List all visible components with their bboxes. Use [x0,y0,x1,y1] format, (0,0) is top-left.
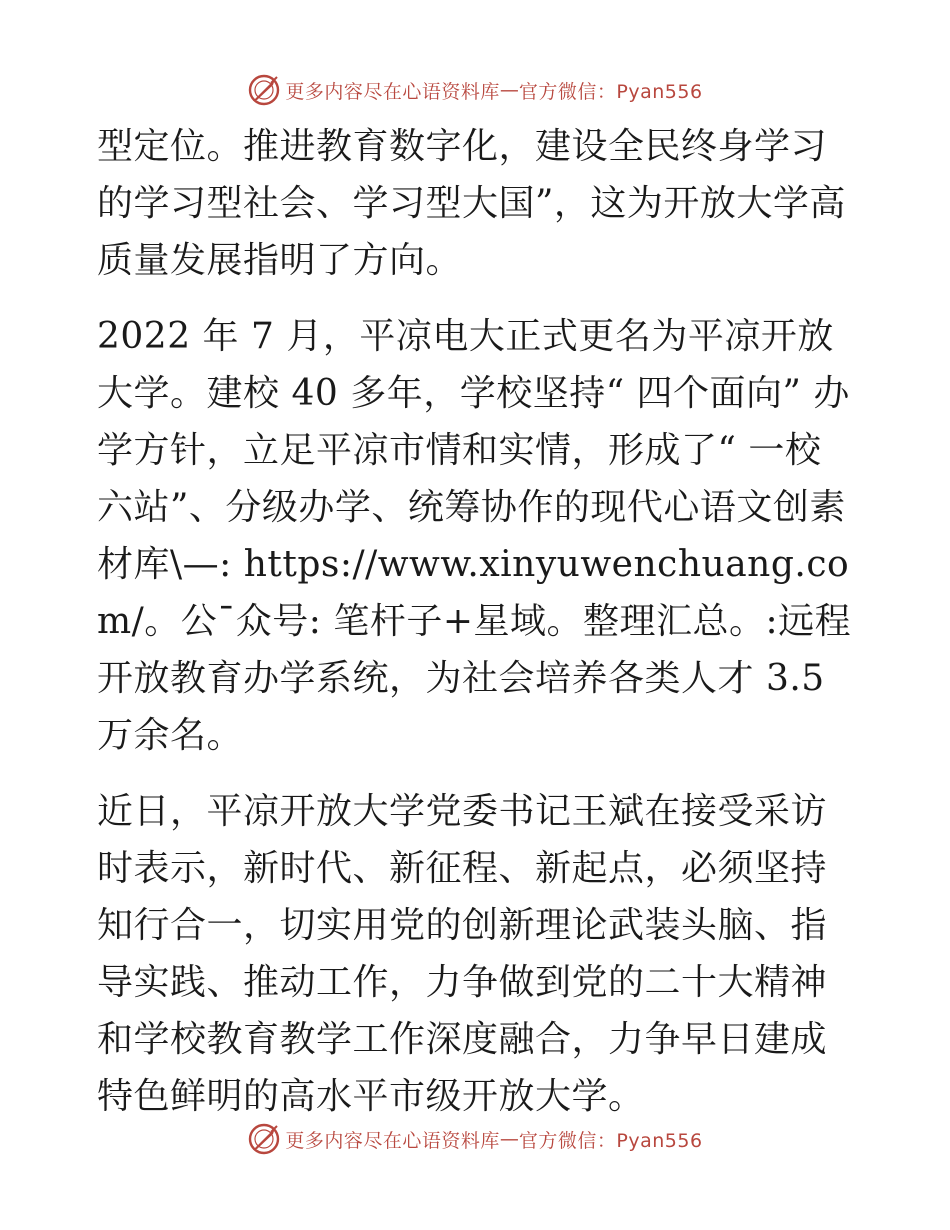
quill-pen-logo-icon [247,1122,281,1156]
footer-promo-text: 更多内容尽在心语资料库 [285,1129,500,1152]
header-promo-text: 更多内容尽在心语资料库 [285,80,500,103]
footer-contact-text: 官方微信：Pyan556 [518,1129,703,1152]
footer-banner [0,1119,950,1159]
header-separator: — [499,79,519,101]
paragraph-1: 型定位。推进教育数字化，建设全民终身学习的学习型社会、学习型大国”，这为开放大学高质量发展指明了方向。 [97,126,846,281]
footer-separator: — [499,1128,519,1150]
paragraph-2: 2022 年 7 月，平凉电大正式更名为平凉开放大学。建校 40 多年，学校坚持“ 四个面向” 办学方针，立足平凉市情和实情，形成了“ 一校六站”、分级办学、统筹协作的现代心语文创素材库\—: https://www.xinyuwenchuang.com/。公¯众号: 笔杆子+星域。整理汇总。:远程开放教育办学系统，为社会培养各类人才 3.5 万余名。 [97,316,852,756]
paragraph-3: 近日，平凉开放大学党委书记王斌在接受采访时表示，新时代、新征程、新起点，必须坚持知行合一，切实用党的创新理论武装头脑、指导实践、推动工作，力争做到党的二十大精神和学校教育教学工作深度融合，力争早日建成特色鲜明的高水平市级开放大学。 [97,791,828,1117]
document-body [97,118,853,1125]
header-contact-text: 官方微信：Pyan556 [518,80,703,103]
quill-pen-logo-icon [247,73,281,107]
header-banner [0,70,950,110]
